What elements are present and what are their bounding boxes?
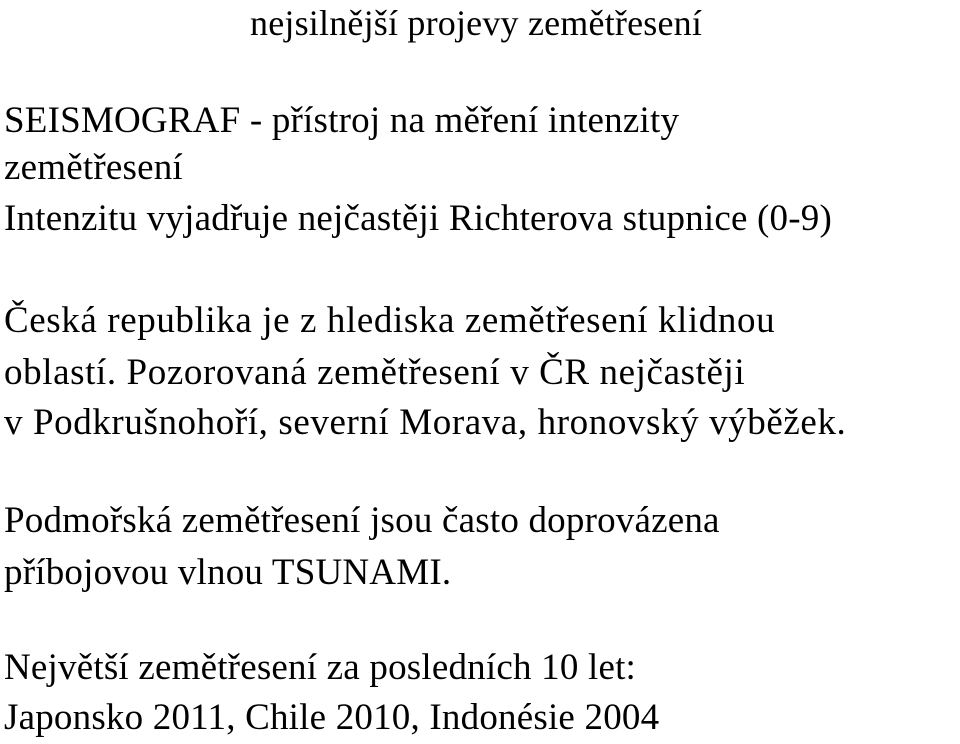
page-title: nejsilnější projevy zemětřesení — [250, 3, 703, 43]
paragraph-seismograf-line-2: zemětřesení — [4, 147, 183, 188]
paragraph-czech-line-2: oblastí. Pozorovaná zemětřesení v ČR nejčastěji — [4, 352, 746, 393]
paragraph-czech-line-1: Česká republika je z hlediska zemětřesení klidnou — [4, 300, 776, 341]
paragraph-tsunami-line-1: Podmořská zemětřesení jsou často doprovázena — [4, 500, 720, 541]
paragraph-largest-line-2: Japonsko 2011, Chile 2010, Indonésie 2004 — [4, 697, 660, 738]
paragraph-czech-line-3: v Podkrušnohoří, severní Morava, hronovský výběžek. — [4, 402, 847, 443]
paragraph-seismograf-line-3: Intenzitu vyjadřuje nejčastěji Richterova stupnice (0-9) — [4, 198, 832, 239]
paragraph-largest-line-1: Největší zemětřesení za posledních 10 let: — [4, 647, 637, 688]
paragraph-tsunami-line-2: příbojovou vlnou TSUNAMI. — [4, 552, 452, 593]
paragraph-seismograf-line-1: SEISMOGRAF - přístroj na měření intenzity — [4, 100, 680, 141]
